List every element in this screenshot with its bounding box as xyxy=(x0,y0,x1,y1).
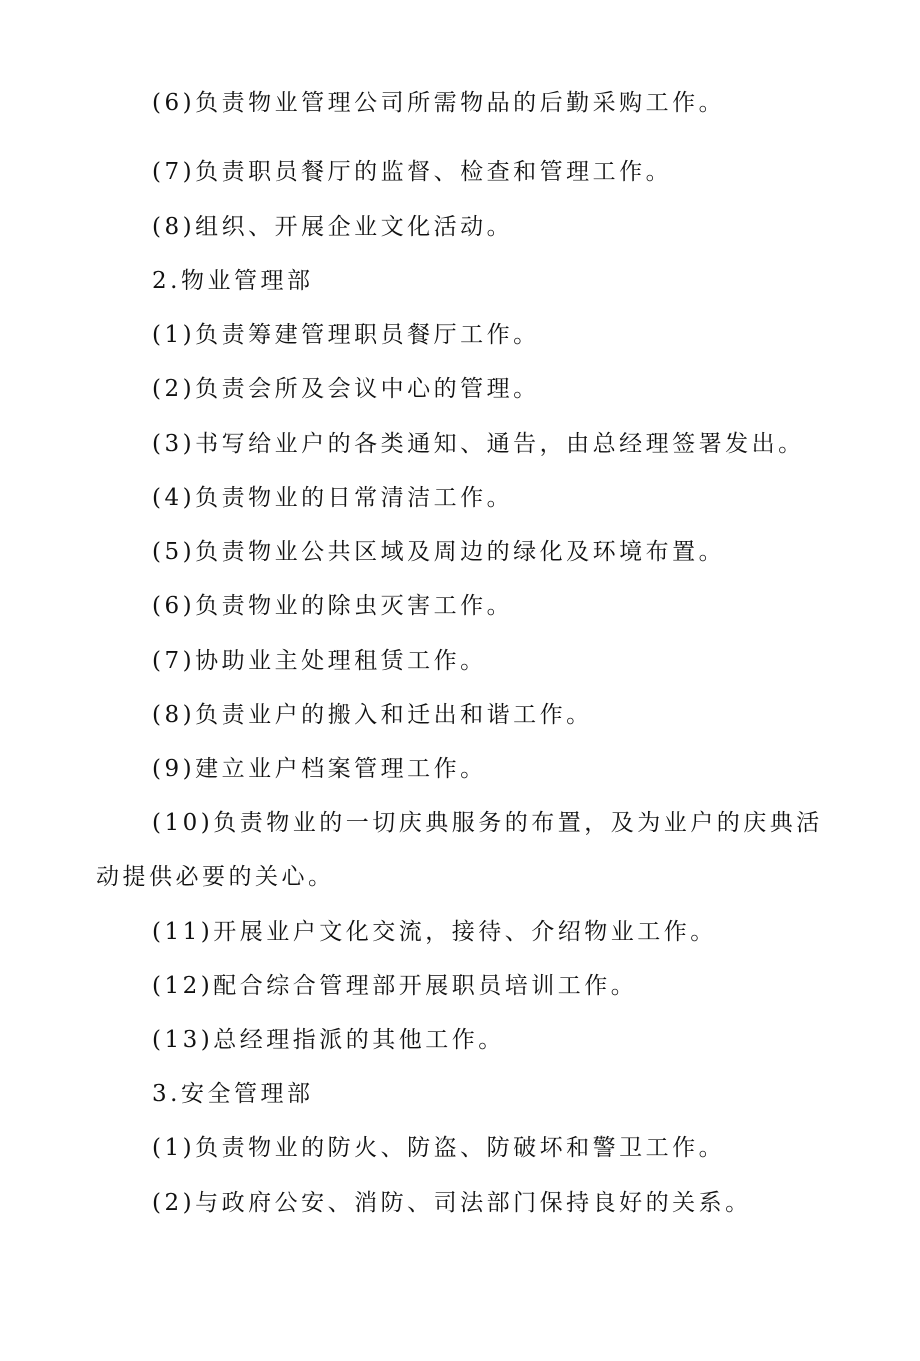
paragraph-line: (2)与政府公安、消防、司法部门保持良好的关系。 xyxy=(152,1190,752,1216)
paragraph-line: (2)负责会所及会议中心的管理。 xyxy=(152,376,540,402)
section-heading: 2.物业管理部 xyxy=(152,268,314,294)
paragraph-line: (8)负责业户的搬入和迁出和谐工作。 xyxy=(152,702,593,728)
paragraph-line: (8)组织、开展企业文化活动。 xyxy=(152,214,514,240)
paragraph-line: (3)书写给业户的各类通知、通告，由总经理签署发出。 xyxy=(152,431,805,457)
paragraph-line: (11)开展业户文化交流，接待、介绍物业工作。 xyxy=(152,919,717,945)
paragraph-line: (12)配合综合管理部开展职员培训工作。 xyxy=(152,973,638,999)
paragraph-line: (7)负责职员餐厅的监督、检查和管理工作。 xyxy=(152,159,673,185)
paragraph-line-continuation: 动提供必要的关心。 xyxy=(96,864,335,890)
paragraph-line: (13)总经理指派的其他工作。 xyxy=(152,1027,505,1053)
paragraph-line: (4)负责物业的日常清洁工作。 xyxy=(152,485,514,511)
paragraph-line: (6)负责物业的除虫灭害工作。 xyxy=(152,593,514,619)
paragraph-line: (1)负责筹建管理职员餐厅工作。 xyxy=(152,322,540,348)
paragraph-line: (1)负责物业的防火、防盗、防破坏和警卫工作。 xyxy=(152,1135,726,1161)
paragraph-line: (9)建立业户档案管理工作。 xyxy=(152,756,487,782)
paragraph-line: (6)负责物业管理公司所需物品的后勤采购工作。 xyxy=(152,90,726,116)
paragraph-line: (7)协助业主处理租赁工作。 xyxy=(152,648,487,674)
paragraph-line: (10)负责物业的一切庆典服务的布置，及为业户的庆典活 xyxy=(152,810,823,836)
section-heading: 3.安全管理部 xyxy=(152,1081,314,1107)
paragraph-line: (5)负责物业公共区域及周边的绿化及环境布置。 xyxy=(152,539,726,565)
